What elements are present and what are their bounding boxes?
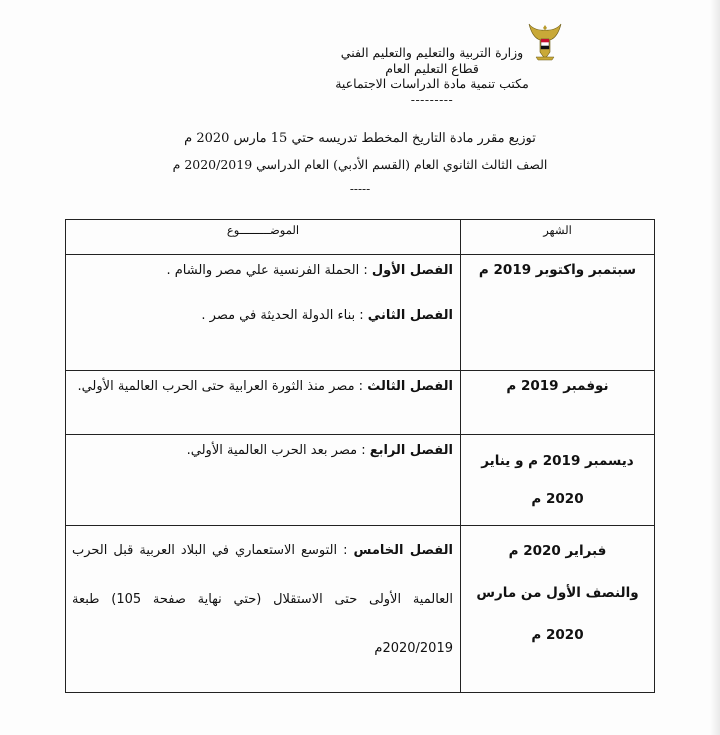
title-separator: ----- — [349, 182, 371, 196]
chapter-text: : الحملة الفرنسية علي مصر والشام . — [166, 263, 372, 278]
month-cell — [461, 371, 655, 435]
month-text: فبراير 2020 م — [508, 543, 607, 559]
month-cell — [461, 435, 655, 526]
chapter-text: : التوسع الاستعماري في البلاد العربية قبل الحرب العالمية الأولى حتى الاستقلال (حتي نهاية صفحة 105) طبعة 2020/2019م — [72, 543, 453, 656]
month-cell — [461, 526, 655, 693]
chapter-text: : مصر منذ الثورة العرابية حتى الحرب العالمية الأولي. — [77, 379, 368, 394]
month-text: ديسمبر 2019 م و يناير — [481, 453, 634, 469]
document-header — [232, 45, 632, 107]
chapter-text: : بناء الدولة الحديثة في مصر . — [201, 308, 368, 323]
table-header-row — [66, 220, 655, 255]
page-edge-shadow — [710, 0, 720, 735]
curriculum-table — [65, 219, 655, 693]
document-subtitle: الصف الثالث الثانوي العام (القسم الأدبي) العام الدراسي 2020/2019 م — [172, 157, 548, 172]
topic-cell — [66, 526, 461, 693]
ministry-name: وزارة التربية والتعليم والتعليم الفني — [340, 45, 524, 60]
office-name: مكتب تنمية مادة الدراسات الاجتماعية — [335, 76, 529, 91]
month-text: 2020 م — [531, 627, 584, 643]
topic-item — [72, 443, 453, 458]
topic-column-header: الموضـــــــــوع — [66, 220, 461, 255]
topic-item — [72, 526, 453, 673]
topic-cell — [66, 435, 461, 526]
table-row — [66, 526, 655, 693]
month-text: 2020 م — [531, 491, 584, 507]
chapter-label: الفصل الثاني — [367, 308, 453, 323]
month-cell — [461, 255, 655, 371]
topic-item — [72, 263, 453, 278]
chapter-text: : مصر بعد الحرب العالمية الأولي. — [186, 443, 370, 458]
topic-cell — [66, 255, 461, 371]
month-text: نوفمبر 2019 م — [506, 378, 609, 394]
topic-item — [72, 308, 453, 323]
header-separator: --------- — [410, 91, 454, 107]
table-row — [66, 255, 655, 371]
document-title: توزيع مقرر مادة التاريخ المخطط تدريسه حتي 15 مارس 2020 م — [184, 131, 536, 146]
chapter-label: الفصل الرابع — [369, 443, 453, 458]
table-row — [66, 435, 655, 526]
topic-item — [72, 379, 453, 394]
topic-cell — [66, 371, 461, 435]
month-text: والنصف الأول من مارس — [476, 585, 639, 601]
chapter-label: الفصل الثالث — [367, 379, 453, 394]
chapter-label: الفصل الخامس — [353, 543, 453, 558]
month-text: سبتمبر واكتوبر 2019 م — [478, 262, 637, 278]
chapter-label: الفصل الأول — [371, 263, 453, 278]
table-row — [66, 371, 655, 435]
sector-name: قطاع التعليم العام — [385, 60, 479, 76]
month-column-header: الشهر — [461, 220, 655, 255]
